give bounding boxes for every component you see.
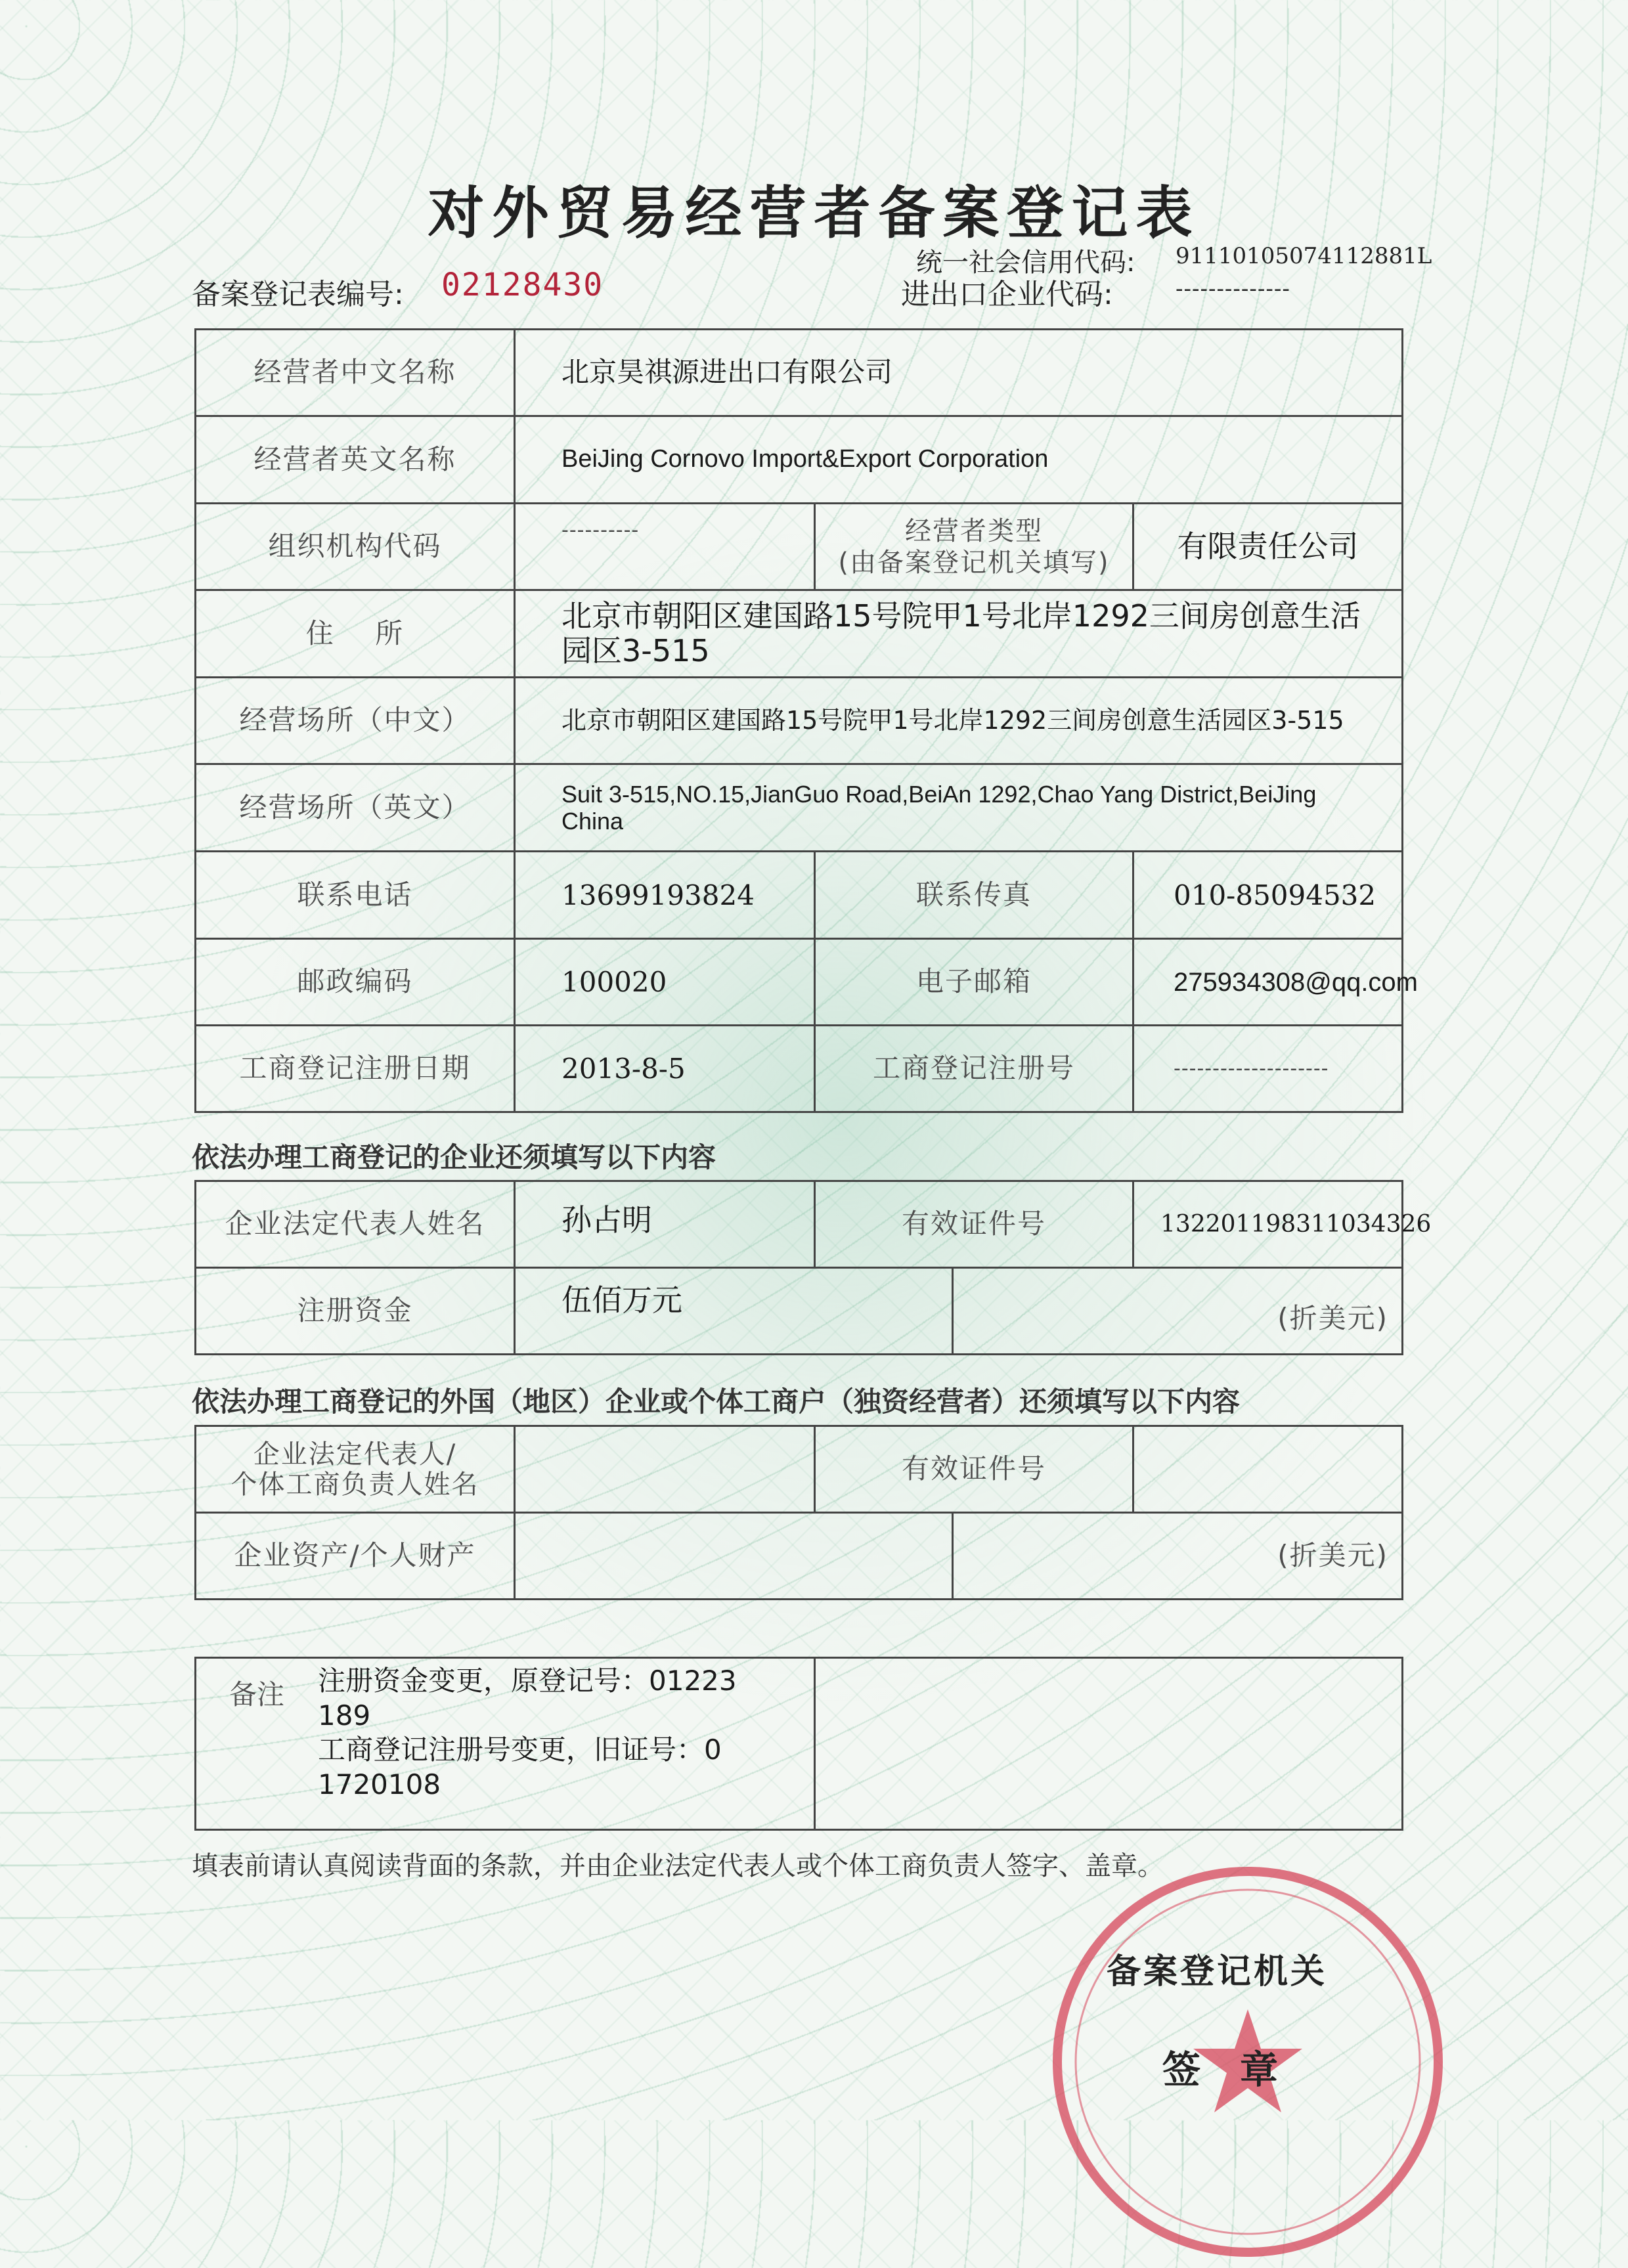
foreign-rep-value [515, 1426, 815, 1513]
assets-usd-label: (折美元) [953, 1513, 1403, 1600]
credit-code-value: 91110105074112881L [1176, 243, 1432, 269]
section1-heading: 依法办理工商登记的企业还须填写以下内容 [192, 1141, 716, 1173]
foreign-id-value [1133, 1426, 1403, 1513]
signature-seal-label: 签章 [1162, 2047, 1318, 2092]
section1-table [194, 1180, 1432, 1355]
phone-value: 13699193824 [515, 852, 815, 939]
reg-date-value: 2013-8-5 [515, 1026, 815, 1112]
capital-value: 伍佰万元 [515, 1268, 953, 1355]
instruction-footnote: 填表前请认真阅读背面的条款，并由企业法定代表人或个体工商负责人签字、盖章。 [192, 1851, 1164, 1881]
remarks-text [318, 1664, 798, 1802]
remarks-line4: 1720108 [318, 1768, 441, 1800]
remarks-label: 备注 [229, 1678, 285, 1711]
credit-code-label: 统一社会信用代码: [916, 248, 1135, 278]
section2-table [194, 1425, 1403, 1600]
row-address [196, 590, 1403, 678]
premises-cn-label: 经营场所（中文） [196, 678, 515, 764]
remarks-empty-cell [815, 1658, 1403, 1830]
registration-authority-label: 备案登记机关 [1107, 1952, 1328, 1992]
remarks-line1: 注册资金变更，原登记号：01223 [318, 1665, 737, 1697]
remarks-line3: 工商登记注册号变更，旧证号：0 [318, 1734, 722, 1766]
postcode-value: 100020 [515, 939, 815, 1026]
main-info-table [194, 328, 1418, 1113]
row-foreign-rep [196, 1426, 1403, 1513]
ie-code-value: -------------- [1176, 276, 1290, 302]
form-no-label: 备案登记表编号: [192, 278, 404, 311]
reg-no-label: 工商登记注册号 [815, 1026, 1133, 1112]
operator-type-label-line2: (由备案登记机关填写) [838, 547, 1110, 578]
row-phone-fax [196, 852, 1403, 939]
row-remarks [196, 1658, 1403, 1830]
operator-type-value: 有限责任公司 [1133, 504, 1403, 590]
name-cn-value: 北京昊祺源进出口有限公司 [515, 330, 1403, 416]
name-en-value: BeiJing Cornovo Import&Export Corporation [515, 416, 1403, 504]
row-org-code [196, 504, 1403, 590]
reg-no-value: -------------------- [1133, 1026, 1403, 1112]
row-assets [196, 1513, 1403, 1600]
row-name-en [196, 416, 1403, 504]
remarks-table [194, 1657, 1403, 1831]
email-value: 275934308@qq.com [1133, 939, 1403, 1026]
remarks-line2: 189 [318, 1699, 371, 1732]
row-postcode-email [196, 939, 1403, 1026]
form-title: 对外贸易经营者备案登记表 [428, 181, 1200, 246]
email-label: 电子邮箱 [815, 939, 1133, 1026]
section2-heading: 依法办理工商登记的外国（地区）企业或个体工商户（独资经营者）还须填写以下内容 [192, 1385, 1241, 1418]
assets-value [515, 1513, 953, 1600]
row-capital [196, 1268, 1403, 1355]
address-label: 住 所 [196, 590, 515, 678]
capital-label: 注册资金 [196, 1268, 515, 1355]
row-premises-cn [196, 678, 1403, 764]
row-premises-en [196, 764, 1403, 852]
org-code-label: 组织机构代码 [196, 504, 515, 590]
rep-id-value: 132201198311034326 [1133, 1181, 1403, 1268]
foreign-rep-label-line1: 企业法定代表人/ [253, 1439, 457, 1470]
premises-en-value: Suit 3-515,NO.15,JianGuo Road,BeiAn 1292,Chao Yang District,BeiJing China [515, 764, 1403, 852]
row-registration [196, 1026, 1403, 1112]
remarks-cell [196, 1658, 815, 1830]
foreign-rep-label-line2: 个体工商负责人姓名 [231, 1469, 479, 1500]
fax-label: 联系传真 [815, 852, 1133, 939]
row-legal-rep [196, 1181, 1403, 1268]
ie-code-label: 进出口企业代码: [901, 278, 1113, 311]
phone-label: 联系电话 [196, 852, 515, 939]
assets-label: 企业资产/个人财产 [196, 1513, 515, 1600]
postcode-label: 邮政编码 [196, 939, 515, 1026]
reg-date-label: 工商登记注册日期 [196, 1026, 515, 1112]
premises-en-label: 经营场所（英文） [196, 764, 515, 852]
rep-name-value: 孙占明 [515, 1181, 815, 1268]
capital-usd-label: (折美元) [953, 1268, 1403, 1355]
operator-type-label-line1: 经营者类型 [905, 515, 1043, 546]
fax-value: 010-85094532 [1133, 852, 1403, 939]
premises-cn-value: 北京市朝阳区建国路15号院甲1号北岸1292三间房创意生活园区3-515 [515, 678, 1403, 764]
foreign-rep-label [196, 1426, 515, 1513]
row-name-cn [196, 330, 1403, 416]
rep-name-label: 企业法定代表人姓名 [196, 1181, 515, 1268]
foreign-id-label: 有效证件号 [815, 1426, 1133, 1513]
address-value: 北京市朝阳区建国路15号院甲1号北岸1292三间房创意生活园区3-515 [515, 590, 1403, 678]
form-no-value: 02128430 [441, 267, 604, 303]
name-cn-label: 经营者中文名称 [196, 330, 515, 416]
rep-id-label: 有效证件号 [815, 1181, 1133, 1268]
operator-type-label [815, 504, 1133, 590]
org-code-value: ---------- [515, 504, 815, 590]
name-en-label: 经营者英文名称 [196, 416, 515, 504]
